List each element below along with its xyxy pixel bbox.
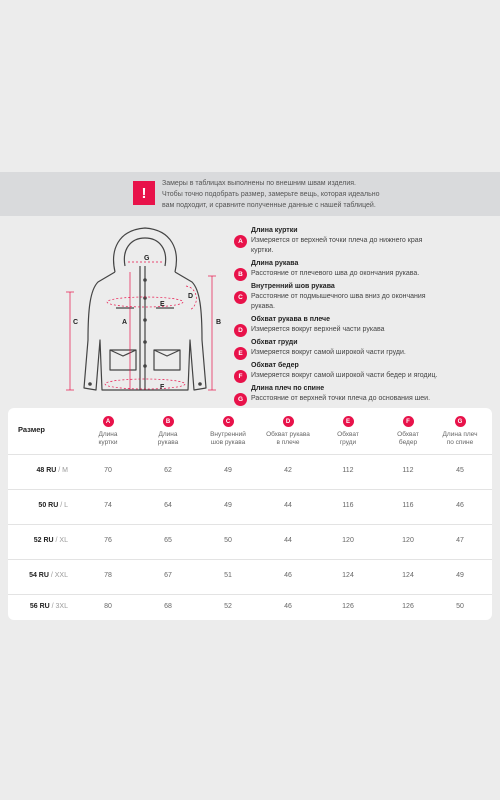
column-caption: Обхват рукава: [266, 431, 310, 438]
letter-c-badge: C: [223, 416, 234, 427]
size-intl: / M: [56, 467, 68, 474]
value-cell: 50: [456, 603, 464, 610]
value-cell: 49: [224, 502, 232, 509]
value-cell: 116: [342, 502, 354, 509]
column-header-f: [378, 416, 438, 447]
column-header-b: [138, 416, 198, 447]
letter-c-badge: C: [234, 291, 247, 304]
value-cell: 126: [402, 603, 414, 610]
size-cell: [18, 502, 68, 509]
column-header-g: [430, 416, 490, 447]
legend-title: Внутренний шов рукава: [251, 283, 335, 290]
value-cell: 42: [284, 467, 292, 474]
column-caption: Обхват: [397, 431, 419, 438]
column-caption: шов рукава: [210, 439, 246, 446]
legend-item-f: [234, 361, 444, 381]
table-row: [8, 594, 492, 620]
value-cell: 47: [456, 537, 464, 544]
size-intl: / L: [58, 502, 68, 509]
size-table: [8, 408, 492, 620]
letter-e-badge: E: [343, 416, 354, 427]
legend-desc: Расстояние от верхней точки плеча до основания шеи.: [251, 395, 431, 402]
value-cell: 76: [104, 537, 112, 544]
letter-g-badge: G: [455, 416, 466, 427]
value-cell: 124: [342, 572, 354, 579]
legend-item-c: [234, 282, 444, 312]
notice-line-2: Чтобы точно подобрать размер, замерьте вещь, которая идеально: [162, 191, 380, 198]
legend-desc: Измеряется вокруг верхней части рукава: [251, 326, 385, 333]
letter-f-badge: F: [403, 416, 414, 427]
value-cell: 44: [284, 537, 292, 544]
size-ru: 48 RU: [36, 467, 57, 474]
value-cell: 51: [224, 572, 232, 579]
letter-b-badge: B: [163, 416, 174, 427]
value-cell: 68: [164, 603, 172, 610]
letter-g-badge: G: [234, 393, 247, 406]
table-row: [8, 524, 492, 559]
legend-title: Обхват бедер: [251, 362, 299, 369]
value-cell: 50: [224, 537, 232, 544]
value-cell: 112: [342, 467, 354, 474]
notice-line-3: вам подходит, и сравните полученные данные с нашей таблицей.: [162, 202, 376, 209]
column-header-d: [258, 416, 318, 447]
diagram-label-g: G: [144, 255, 150, 262]
legend-desc: Измеряется от верхней точки плеча до нижнего края куртки.: [251, 237, 423, 254]
value-cell: 52: [224, 603, 232, 610]
size-intl: / XL: [53, 537, 68, 544]
legend-desc: Расстояние от плечевого шва до окончания рукава.: [251, 270, 420, 277]
legend-desc: Расстояние от подмышечного шва вниз до окончания рукава.: [251, 293, 426, 310]
letter-a-badge: A: [103, 416, 114, 427]
notice-line-1: Замеры в таблицах выполнены по внешним швам изделия.: [162, 180, 356, 187]
legend-title: Обхват груди: [251, 339, 298, 346]
size-ru: 54 RU: [29, 572, 49, 579]
value-cell: 78: [104, 572, 112, 579]
warning-icon: !: [133, 181, 155, 205]
value-cell: 45: [456, 467, 464, 474]
diagram-label-a: A: [122, 319, 128, 326]
value-cell: 46: [456, 502, 464, 509]
column-caption: Внутренний: [210, 431, 246, 438]
size-ru: 50 RU: [38, 502, 59, 509]
column-header-a: [78, 416, 138, 447]
value-cell: 74: [104, 502, 112, 509]
legend-item-a: [234, 226, 444, 256]
legend-item-e: [234, 338, 444, 358]
size-cell: [18, 572, 68, 579]
value-cell: 124: [402, 572, 414, 579]
column-caption: Длина: [98, 431, 118, 438]
notice-text: [162, 178, 462, 211]
column-caption: куртки: [98, 439, 118, 446]
value-cell: 44: [284, 502, 292, 509]
legend-title: Длина плеч по спине: [251, 385, 325, 392]
size-ru: 52 RU: [33, 537, 54, 544]
jacket-diagram: [60, 220, 230, 400]
size-ru: 56 RU: [29, 603, 50, 610]
letter-d-badge: D: [283, 416, 294, 427]
value-cell: 49: [456, 572, 464, 579]
measurement-legend: [234, 226, 444, 407]
column-caption: в плече: [276, 439, 300, 446]
letter-d-badge: D: [234, 324, 247, 337]
value-cell: 49: [224, 467, 232, 474]
column-header-e: [318, 416, 378, 447]
column-caption: Обхват: [337, 431, 359, 438]
letter-f-badge: F: [234, 370, 247, 383]
value-cell: 126: [342, 603, 354, 610]
diagram-label-b: B: [216, 319, 222, 326]
legend-item-g: [234, 384, 444, 404]
column-caption: рукава: [157, 439, 179, 446]
column-caption: по спине: [446, 439, 474, 446]
size-cell: [18, 603, 68, 610]
diagram-label-c: C: [73, 319, 79, 326]
legend-title: Обхват рукава в плече: [251, 316, 330, 323]
diagram-label-d: D: [188, 293, 194, 300]
legend-item-d: [234, 315, 444, 335]
value-cell: 67: [164, 572, 172, 579]
value-cell: 46: [284, 572, 292, 579]
value-cell: 80: [104, 603, 112, 610]
size-table-header: [8, 408, 492, 454]
value-cell: 46: [284, 603, 292, 610]
letter-e-badge: E: [234, 347, 247, 360]
column-caption: Длина: [158, 431, 178, 438]
legend-title: Длина рукава: [251, 260, 299, 267]
legend-desc: Измеряется вокруг самой широкой части бедер и ягодиц.: [251, 372, 438, 379]
column-caption: бедер: [398, 439, 418, 446]
letter-a-badge: A: [234, 235, 247, 248]
diagram-label-f: F: [160, 384, 165, 391]
column-caption: груди: [339, 439, 357, 446]
value-cell: 62: [164, 467, 172, 474]
size-header: Размер: [18, 425, 46, 434]
legend-item-b: [234, 259, 444, 279]
table-row: [8, 489, 492, 524]
size-cell: [18, 537, 68, 544]
value-cell: 70: [104, 467, 112, 474]
letter-b-badge: B: [234, 268, 247, 281]
value-cell: 112: [402, 467, 414, 474]
value-cell: 120: [402, 537, 414, 544]
value-cell: 64: [164, 502, 172, 509]
table-row: [8, 559, 492, 594]
table-row: [8, 454, 492, 489]
size-cell: [18, 467, 68, 474]
legend-desc: Измеряется вокруг самой широкой части груди.: [251, 349, 406, 356]
value-cell: 116: [402, 502, 414, 509]
value-cell: 120: [342, 537, 354, 544]
size-intl: / XXL: [48, 572, 68, 579]
value-cell: 65: [164, 537, 172, 544]
legend-title: Длина куртки: [251, 227, 298, 234]
diagram-label-e: E: [160, 301, 165, 308]
column-caption: Длина плеч: [442, 431, 478, 438]
size-intl: / 3XL: [49, 603, 68, 610]
column-header-c: [198, 416, 258, 447]
